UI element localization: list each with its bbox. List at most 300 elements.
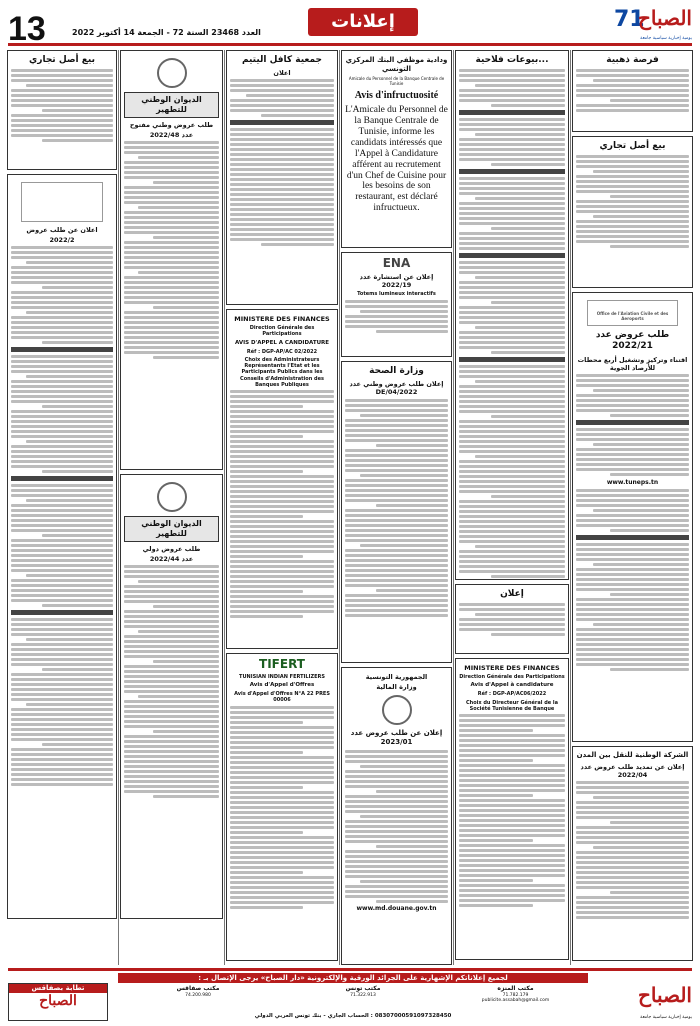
text-line — [124, 231, 219, 234]
text-line — [124, 281, 219, 284]
customs-link: www.md.douane.gov.tn — [356, 904, 437, 912]
text-line — [261, 243, 334, 246]
text-line — [230, 133, 334, 136]
onas-logo — [157, 58, 187, 88]
ad-reference: Avis d'Appel d'Offres N°A 22 PRES 00006 — [234, 691, 330, 704]
text-line — [610, 245, 689, 248]
text-line — [459, 266, 565, 269]
text-line — [124, 670, 219, 673]
text-line — [124, 266, 219, 269]
text-line — [576, 578, 689, 581]
text-line — [124, 735, 219, 738]
text-line — [11, 748, 113, 751]
text-line — [345, 760, 448, 763]
text-line — [459, 212, 565, 215]
text-line — [345, 454, 448, 457]
text-line — [11, 753, 113, 756]
text-line — [153, 660, 220, 663]
text-line — [11, 336, 113, 339]
text-line — [459, 505, 565, 508]
text-line — [11, 673, 113, 676]
text-line — [230, 891, 334, 894]
text-line — [576, 831, 689, 834]
text-line — [459, 286, 565, 289]
text-line — [11, 89, 113, 92]
text-line — [124, 665, 219, 668]
text-line — [124, 276, 219, 279]
text-line — [11, 316, 113, 319]
text-line — [26, 311, 113, 314]
tuneps-link: www.tuneps.tn — [606, 478, 659, 486]
ad-subtitle: AVIS D'APPEL A CANDIDATURE — [234, 339, 330, 346]
text-line — [230, 550, 334, 553]
footer-logo — [592, 983, 692, 1021]
text-line — [11, 693, 113, 696]
text-line — [576, 468, 689, 471]
logo-tagline: يومية إخبارية سياسية جامعة — [640, 36, 692, 42]
text-line — [576, 801, 689, 804]
text-line — [230, 505, 334, 508]
text-line — [576, 384, 689, 387]
text-line — [576, 74, 689, 77]
ad-title: وزارة الصحة — [369, 366, 424, 376]
text-line — [230, 711, 334, 714]
logo-number: 71 — [614, 7, 645, 32]
text-line — [345, 434, 448, 437]
text-line — [230, 490, 334, 493]
text-line — [11, 519, 113, 522]
text-line — [230, 590, 303, 593]
text-line — [11, 271, 113, 274]
text-line — [576, 374, 689, 377]
text-line — [230, 208, 334, 211]
text-line — [576, 535, 689, 540]
text-line — [124, 346, 219, 349]
ad-tender-2022-2 — [7, 174, 117, 919]
text-line — [576, 663, 689, 666]
text-line — [593, 796, 689, 799]
text-line — [230, 445, 334, 448]
text-line — [124, 326, 219, 329]
text-line — [459, 94, 565, 97]
text-line — [11, 494, 113, 497]
text-line — [230, 420, 334, 423]
text-line — [345, 594, 448, 597]
text-line — [230, 470, 303, 473]
text-line — [360, 310, 448, 313]
text-line — [576, 519, 689, 522]
text-line — [459, 237, 565, 240]
text-line — [246, 94, 334, 97]
office-tunis — [288, 985, 438, 1011]
text-line — [11, 291, 113, 294]
text-line — [593, 389, 689, 392]
text-line — [230, 390, 334, 393]
text-line — [124, 241, 219, 244]
text-line — [475, 380, 565, 383]
text-line — [459, 774, 565, 777]
text-line — [360, 765, 448, 768]
text-line — [11, 688, 113, 691]
text-line — [11, 124, 113, 127]
text-line — [124, 565, 219, 568]
ad-subtitle: إعلان عن تمديد طلب عروض عدد 2022/04 — [580, 762, 685, 779]
text-line — [230, 410, 334, 413]
text-line — [230, 203, 334, 206]
text-line — [459, 331, 565, 334]
text-line — [11, 415, 113, 418]
text-line — [11, 539, 113, 542]
text-line — [230, 143, 334, 146]
text-line — [459, 889, 565, 892]
column-5 — [120, 50, 223, 965]
text-line — [124, 680, 219, 683]
text-line — [576, 573, 689, 576]
text-line — [11, 559, 113, 562]
text-line — [11, 266, 113, 269]
text-line — [610, 414, 689, 417]
text-line — [345, 539, 448, 542]
text-line — [459, 281, 565, 284]
bank-account: 08307000591097328450 : الحساب الجاري - بنك تونس العربي الدولي — [254, 1013, 452, 1019]
text-line — [345, 305, 448, 308]
text-line — [345, 549, 448, 552]
text-line — [459, 485, 565, 488]
text-line — [459, 465, 565, 468]
text-line — [459, 734, 565, 737]
text-line — [345, 855, 448, 858]
ad-subtitle: Totems lumineux interactifs — [357, 291, 436, 298]
text-line — [230, 751, 303, 754]
text-line — [124, 171, 219, 174]
text-line — [11, 584, 113, 587]
text-line — [26, 261, 113, 264]
text-line — [11, 476, 113, 481]
text-line — [230, 856, 334, 859]
office-phone: 74.200.980 — [185, 992, 211, 998]
text-line — [11, 768, 113, 771]
text-line — [230, 183, 334, 186]
text-line — [230, 104, 334, 107]
text-line — [11, 430, 113, 433]
text-line — [345, 830, 448, 833]
ad-agricultural-sales — [455, 50, 569, 580]
ad-title: جمعية كافل اليتيم — [241, 55, 323, 65]
text-line — [11, 763, 113, 766]
text-line — [11, 450, 113, 453]
text-line — [26, 638, 113, 641]
ad-business-sale-2 — [7, 50, 117, 170]
text-line — [459, 420, 565, 423]
text-line — [491, 301, 565, 304]
ad-title: اعلان عن طلب عروض — [26, 226, 98, 234]
text-line — [345, 300, 448, 303]
text-line — [26, 574, 113, 577]
text-line — [11, 594, 113, 597]
ad-title: الديوان الوطني للتطهير — [124, 516, 219, 542]
text-line — [576, 240, 689, 243]
text-line — [230, 771, 334, 774]
text-line — [11, 683, 113, 686]
text-line — [11, 554, 113, 557]
text-line — [345, 574, 448, 577]
text-line — [230, 460, 334, 463]
text-line — [230, 178, 334, 181]
text-line — [576, 210, 689, 213]
office-phone: 71.782.179 — [502, 992, 529, 998]
text-line — [230, 450, 334, 453]
text-line — [230, 425, 334, 428]
text-line — [11, 579, 113, 582]
text-line — [576, 543, 689, 546]
text-line — [230, 560, 334, 563]
text-line — [475, 133, 565, 136]
text-line — [459, 754, 565, 757]
text-line — [124, 336, 219, 339]
text-line — [593, 846, 689, 849]
text-line — [230, 120, 334, 125]
text-line — [124, 321, 219, 324]
text-line — [491, 351, 565, 354]
text-line — [42, 534, 113, 537]
text-line — [124, 316, 219, 319]
text-line — [459, 719, 565, 722]
ad-kafil-yatim — [226, 50, 338, 305]
text-line — [459, 217, 565, 220]
text-line — [230, 816, 334, 819]
text-line — [475, 545, 565, 548]
text-line — [459, 425, 565, 428]
text-line — [230, 746, 334, 749]
text-line — [491, 575, 565, 578]
text-line — [593, 509, 689, 512]
text-line — [230, 761, 334, 764]
text-line — [459, 365, 565, 368]
text-line — [576, 876, 689, 879]
text-line — [230, 128, 334, 131]
text-line — [11, 549, 113, 552]
text-line — [11, 395, 113, 398]
text-line — [576, 404, 689, 407]
text-line — [230, 876, 334, 879]
office-menzah — [448, 985, 583, 1011]
text-line — [230, 218, 334, 221]
text-line — [11, 648, 113, 651]
text-line — [230, 580, 334, 583]
footer-logo-brand: الصباح — [637, 983, 692, 1007]
text-line — [459, 316, 565, 319]
text-line — [459, 490, 565, 493]
tifert-logo: TIFERT — [259, 657, 305, 671]
text-line — [459, 430, 565, 433]
text-line — [138, 695, 219, 698]
text-line — [230, 530, 334, 533]
ad-subtitle: وزارة المالية — [376, 683, 417, 692]
text-line — [576, 489, 689, 492]
logo-brand: الصباح — [637, 6, 692, 30]
text-line — [345, 870, 448, 873]
text-line — [230, 811, 334, 814]
text-line — [124, 590, 219, 593]
text-line — [230, 776, 334, 779]
text-line — [11, 246, 113, 249]
text-line — [576, 548, 689, 551]
text-line — [376, 790, 448, 793]
text-line — [230, 395, 334, 398]
text-line — [459, 232, 565, 235]
text-line — [459, 123, 565, 126]
text-line — [124, 296, 219, 299]
text-line — [459, 844, 565, 847]
text-line — [459, 460, 565, 463]
text-line — [576, 658, 689, 661]
text-line — [124, 301, 219, 304]
text-line — [42, 341, 113, 344]
text-line — [459, 336, 565, 339]
text-line — [459, 603, 565, 606]
text-line — [459, 128, 565, 131]
text-line — [459, 138, 565, 141]
text-line — [230, 821, 334, 824]
ad-subtitle: Direction Générale des Participations — [459, 674, 565, 681]
text-line — [230, 786, 303, 789]
text-line — [230, 510, 334, 513]
text-line — [593, 215, 689, 218]
text-line — [11, 380, 113, 383]
text-line — [576, 104, 689, 107]
text-line — [11, 633, 113, 636]
column-divider — [339, 50, 340, 965]
text-line — [360, 815, 448, 818]
text-line — [230, 866, 334, 869]
text-line — [230, 585, 334, 588]
text-line — [230, 896, 334, 899]
text-line — [459, 470, 565, 473]
text-line — [345, 820, 448, 823]
text-line — [459, 153, 565, 156]
text-line — [230, 193, 334, 196]
text-line — [230, 475, 334, 478]
text-line — [230, 405, 303, 408]
text-line — [11, 129, 113, 132]
text-line — [475, 613, 565, 616]
text-line — [576, 448, 689, 451]
text-line — [124, 201, 219, 204]
text-line — [345, 464, 448, 467]
text-line — [230, 781, 334, 784]
text-line — [576, 235, 689, 238]
text-line — [153, 605, 220, 608]
text-line — [576, 180, 689, 183]
text-line — [345, 449, 448, 452]
text-line — [124, 191, 219, 194]
text-line — [11, 698, 113, 701]
text-line — [345, 795, 448, 798]
text-line — [230, 595, 334, 598]
text-line — [576, 394, 689, 397]
text-line — [345, 885, 448, 888]
text-line — [345, 424, 448, 427]
text-line — [153, 236, 220, 239]
text-line — [11, 708, 113, 711]
office-title: مكتب المنزه — [497, 985, 534, 992]
text-line — [11, 678, 113, 681]
text-line — [576, 504, 689, 507]
text-line — [576, 409, 689, 412]
text-line — [345, 315, 448, 318]
text-line — [459, 118, 565, 121]
text-line — [124, 211, 219, 214]
text-line — [230, 826, 334, 829]
text-line — [138, 156, 219, 159]
ad-bct-amicale — [341, 50, 452, 248]
text-line — [345, 755, 448, 758]
ad-reference: Réf : DGP-AP/AC06/2022 — [477, 691, 547, 698]
text-line — [576, 911, 689, 914]
text-line — [459, 570, 565, 573]
text-line — [459, 158, 565, 161]
text-line — [376, 444, 448, 447]
text-line — [153, 356, 220, 359]
column-divider — [453, 50, 454, 965]
text-line — [459, 879, 533, 882]
text-line — [11, 455, 113, 458]
text-line — [230, 465, 334, 468]
text-line — [230, 435, 303, 438]
ena-logo: ENA — [382, 256, 411, 270]
ad-title: إعلان عن استشارة عدد 2022/19 — [359, 273, 434, 290]
text-line — [11, 251, 113, 254]
text-line — [345, 409, 448, 412]
text-line — [459, 618, 565, 621]
text-line — [345, 865, 448, 868]
text-line — [576, 225, 689, 228]
text-line — [459, 608, 565, 611]
text-line — [11, 778, 113, 781]
text-line — [459, 744, 565, 747]
text-line — [11, 460, 113, 463]
ad-business-sale — [572, 136, 693, 288]
text-line — [124, 600, 219, 603]
text-line — [124, 351, 219, 354]
text-line — [11, 599, 113, 602]
text-line — [230, 801, 334, 804]
text-line — [124, 161, 219, 164]
text-line — [593, 170, 689, 173]
column-1 — [572, 50, 693, 965]
text-line — [124, 196, 219, 199]
text-line — [376, 900, 448, 903]
text-line — [459, 784, 565, 787]
text-line — [345, 840, 448, 843]
text-line — [459, 525, 565, 528]
text-line — [345, 835, 448, 838]
text-line — [345, 469, 448, 472]
text-line — [459, 759, 533, 762]
text-line — [11, 390, 113, 393]
text-line — [230, 766, 334, 769]
text-line — [124, 341, 219, 344]
text-line — [230, 831, 303, 834]
text-line — [124, 770, 219, 773]
text-line — [11, 628, 113, 631]
ad-title: بيع أصل تجاري — [599, 141, 666, 151]
text-line — [11, 758, 113, 761]
text-line — [230, 861, 334, 864]
text-line — [230, 731, 334, 734]
text-line — [124, 650, 219, 653]
office-email: publicite.assabah@gmail.com — [481, 998, 550, 1004]
